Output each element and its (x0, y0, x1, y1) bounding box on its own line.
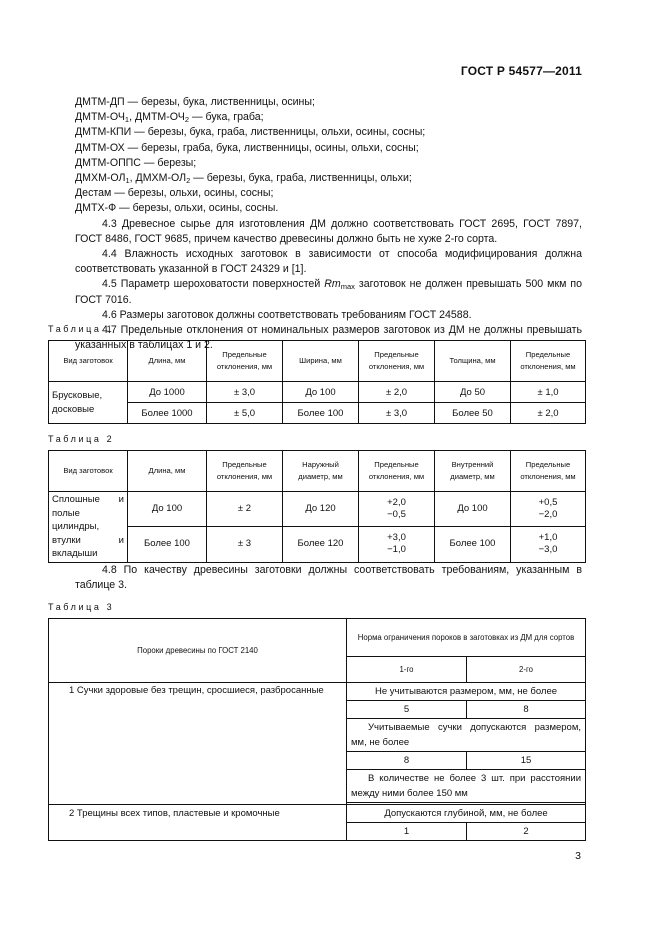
table-2-caption: Таблица 2 (48, 434, 115, 444)
table-cell: До 100 (435, 492, 511, 527)
roughness-symbol: Rm (324, 278, 341, 291)
table-cell: ± 3,0 (359, 403, 435, 424)
section-4-8 (75, 563, 582, 593)
table-cell: Более 120 (283, 527, 359, 562)
table-2 (48, 450, 586, 563)
table-cell: 8 (347, 752, 467, 770)
table-cell: +0,5 −2,0 (511, 492, 586, 527)
table-cell: Более 100 (435, 527, 511, 562)
table-cell: До 100 (283, 382, 359, 403)
table-cell: ± 2 (207, 492, 283, 527)
table-1 (48, 340, 586, 424)
table-row (49, 683, 586, 701)
table-cell: +2,0 −0,5 (359, 492, 435, 527)
species-line: ДМТХ-Ф — березы, ольхи, осины, сосны. (75, 202, 279, 215)
table-3-caption: Таблица 3 (48, 602, 115, 612)
document-header: ГОСТ Р 54577—2011 (460, 64, 582, 78)
table-cell: 8 (467, 701, 586, 719)
header-cell: Предельные отклонения, мм (359, 451, 435, 492)
table-cell: ± 3,0 (207, 382, 283, 403)
table-cell: До 1000 (128, 382, 207, 403)
species-line: Дестам — березы, ольхи, осины, сосны; (75, 187, 274, 200)
table-cell: 2 (467, 823, 586, 841)
table-cell: ± 5,0 (207, 403, 283, 424)
table-cell: До 120 (283, 492, 359, 527)
body-text (75, 95, 582, 353)
paragraph-4-5: 4.5 Параметр шероховатости поверхностей $Rm_{max}$ заготовок не должен превышать 500 мкм по ГОСТ 7016. (75, 278, 582, 306)
table-header-row (49, 341, 586, 382)
table-cell: 15 (467, 752, 586, 770)
species-line: ДМТМ-ОППС — березы; (75, 156, 197, 169)
norm-header: Норма ограничения пороков в заготовках из ДМ для сортов (347, 619, 586, 657)
table-cell: Более 50 (435, 403, 511, 424)
table-cell: ± 2,0 (511, 403, 586, 424)
table-header-row (49, 451, 586, 492)
header-cell: Длина, мм (128, 341, 207, 382)
grade-1-header: 1-го (347, 657, 467, 683)
header-cell: Предельные отклонения, мм (359, 341, 435, 382)
species-line: ДМТМ-КПИ — березы, бука, граба, лиственницы, ольхи, осины, сосны; (75, 126, 426, 139)
page-number: 3 (575, 850, 581, 862)
paragraph-4-6: 4.6 Размеры заготовок должны соответствовать требованиям ГОСТ 24588. (102, 308, 472, 321)
table-cell: Более 1000 (128, 403, 207, 424)
table-cell: Более 100 (283, 403, 359, 424)
table-row (49, 382, 586, 403)
header-cell: Вид заготовок (49, 341, 128, 382)
table-cell: До 100 (128, 492, 207, 527)
defect-header: Пороки древесины по ГОСТ 2140 (49, 619, 347, 683)
species-line: ДМХМ-$ОЛ_1$, ДМХМ-$ОЛ_2$ — березы, бука, граба, лиственницы, ольхи; (75, 172, 412, 186)
table-cell: Допускаются глубиной, мм, не более (347, 805, 586, 823)
defect-label: 1 Сучки здоровые без трещин, сросшиеся, разбросанные (49, 683, 347, 805)
table-cell: Не учитываются размером, мм, не более (347, 683, 586, 701)
table-cell: ± 2,0 (359, 382, 435, 403)
table-row (49, 403, 586, 424)
paragraph-4-4: 4.4 Влажность исходных заготовок в зависимости от способа модифицирования должна соответствовать указанной в ГОСТ 24329 и [1]. (75, 248, 582, 276)
table-cell: 1 (347, 823, 467, 841)
defect-label: 2 Трещины всех типов, пластевые и кромочные (49, 805, 347, 841)
header-cell: Вид заготовок (49, 451, 128, 492)
header-cell: Предельные отклонения, мм (207, 341, 283, 382)
table-cell: +1,0 −3,0 (511, 527, 586, 562)
table-header-row (49, 619, 586, 657)
table-row (49, 527, 586, 562)
species-line: ДМТМ-ДП — березы, бука, лиственницы, осины; (75, 96, 315, 108)
header-cell: Длина, мм (128, 451, 207, 492)
table-cell: 5 (347, 701, 467, 719)
header-cell: Внутренний диаметр, мм (435, 451, 511, 492)
table-cell: ± 1,0 (511, 382, 586, 403)
header-cell: Наружный диаметр, мм (283, 451, 359, 492)
table-row (49, 805, 586, 823)
table-1-caption: Таблица 1 (48, 324, 115, 334)
table-cell: Учитываемые сучки допускаются размером, мм, не более (347, 719, 586, 752)
table-3 (48, 618, 586, 841)
table-cell: До 50 (435, 382, 511, 403)
table-row (49, 492, 586, 527)
table-cell: +3,0 −1,0 (359, 527, 435, 562)
species-line: ДМТМ-ОХ — березы, граба, бука, лиственницы, осины, ольхи, сосны; (75, 141, 419, 154)
header-cell: Предельные отклонения, мм (511, 451, 586, 492)
paragraph-4-3: 4.3 Древесное сырье для изготовления ДМ должно соответствовать ГОСТ 2695, ГОСТ 7897, ГОСТ 8486, ГОСТ 9685, причем качество древесины должно быть не хуже 2-го сорта. (75, 217, 582, 245)
table-cell: В количестве не более 3 шт. при расстоянии между ними более 150 мм (347, 770, 586, 803)
header-cell: Предельные отклонения, мм (511, 341, 586, 382)
type-cell: Брусковые, досковые (49, 382, 128, 424)
paragraph-4-7: 4.7 Предельные отклонения от номинальных размеров заготовок из ДМ не должны превышать указанных в таблицах 1 и 2. (75, 324, 582, 352)
type-cell: Сплошные и полые цилиндры, втулки и вкладыши (49, 492, 128, 563)
grade-2-header: 2-го (467, 657, 586, 683)
header-cell: Толщина, мм (435, 341, 511, 382)
header-cell: Ширина, мм (283, 341, 359, 382)
species-line: ДМТМ-$ОЧ_1$, ДМТМ-$ОЧ_2$ — бука, граба; (75, 111, 264, 125)
paragraph-4-8: 4.8 По качеству древесины заготовки должны соответствовать требованиям, указанным в таблице 3. (75, 564, 582, 592)
table-cell: ± 3 (207, 527, 283, 562)
table-cell: Более 100 (128, 527, 207, 562)
header-cell: Предельные отклонения, мм (207, 451, 283, 492)
